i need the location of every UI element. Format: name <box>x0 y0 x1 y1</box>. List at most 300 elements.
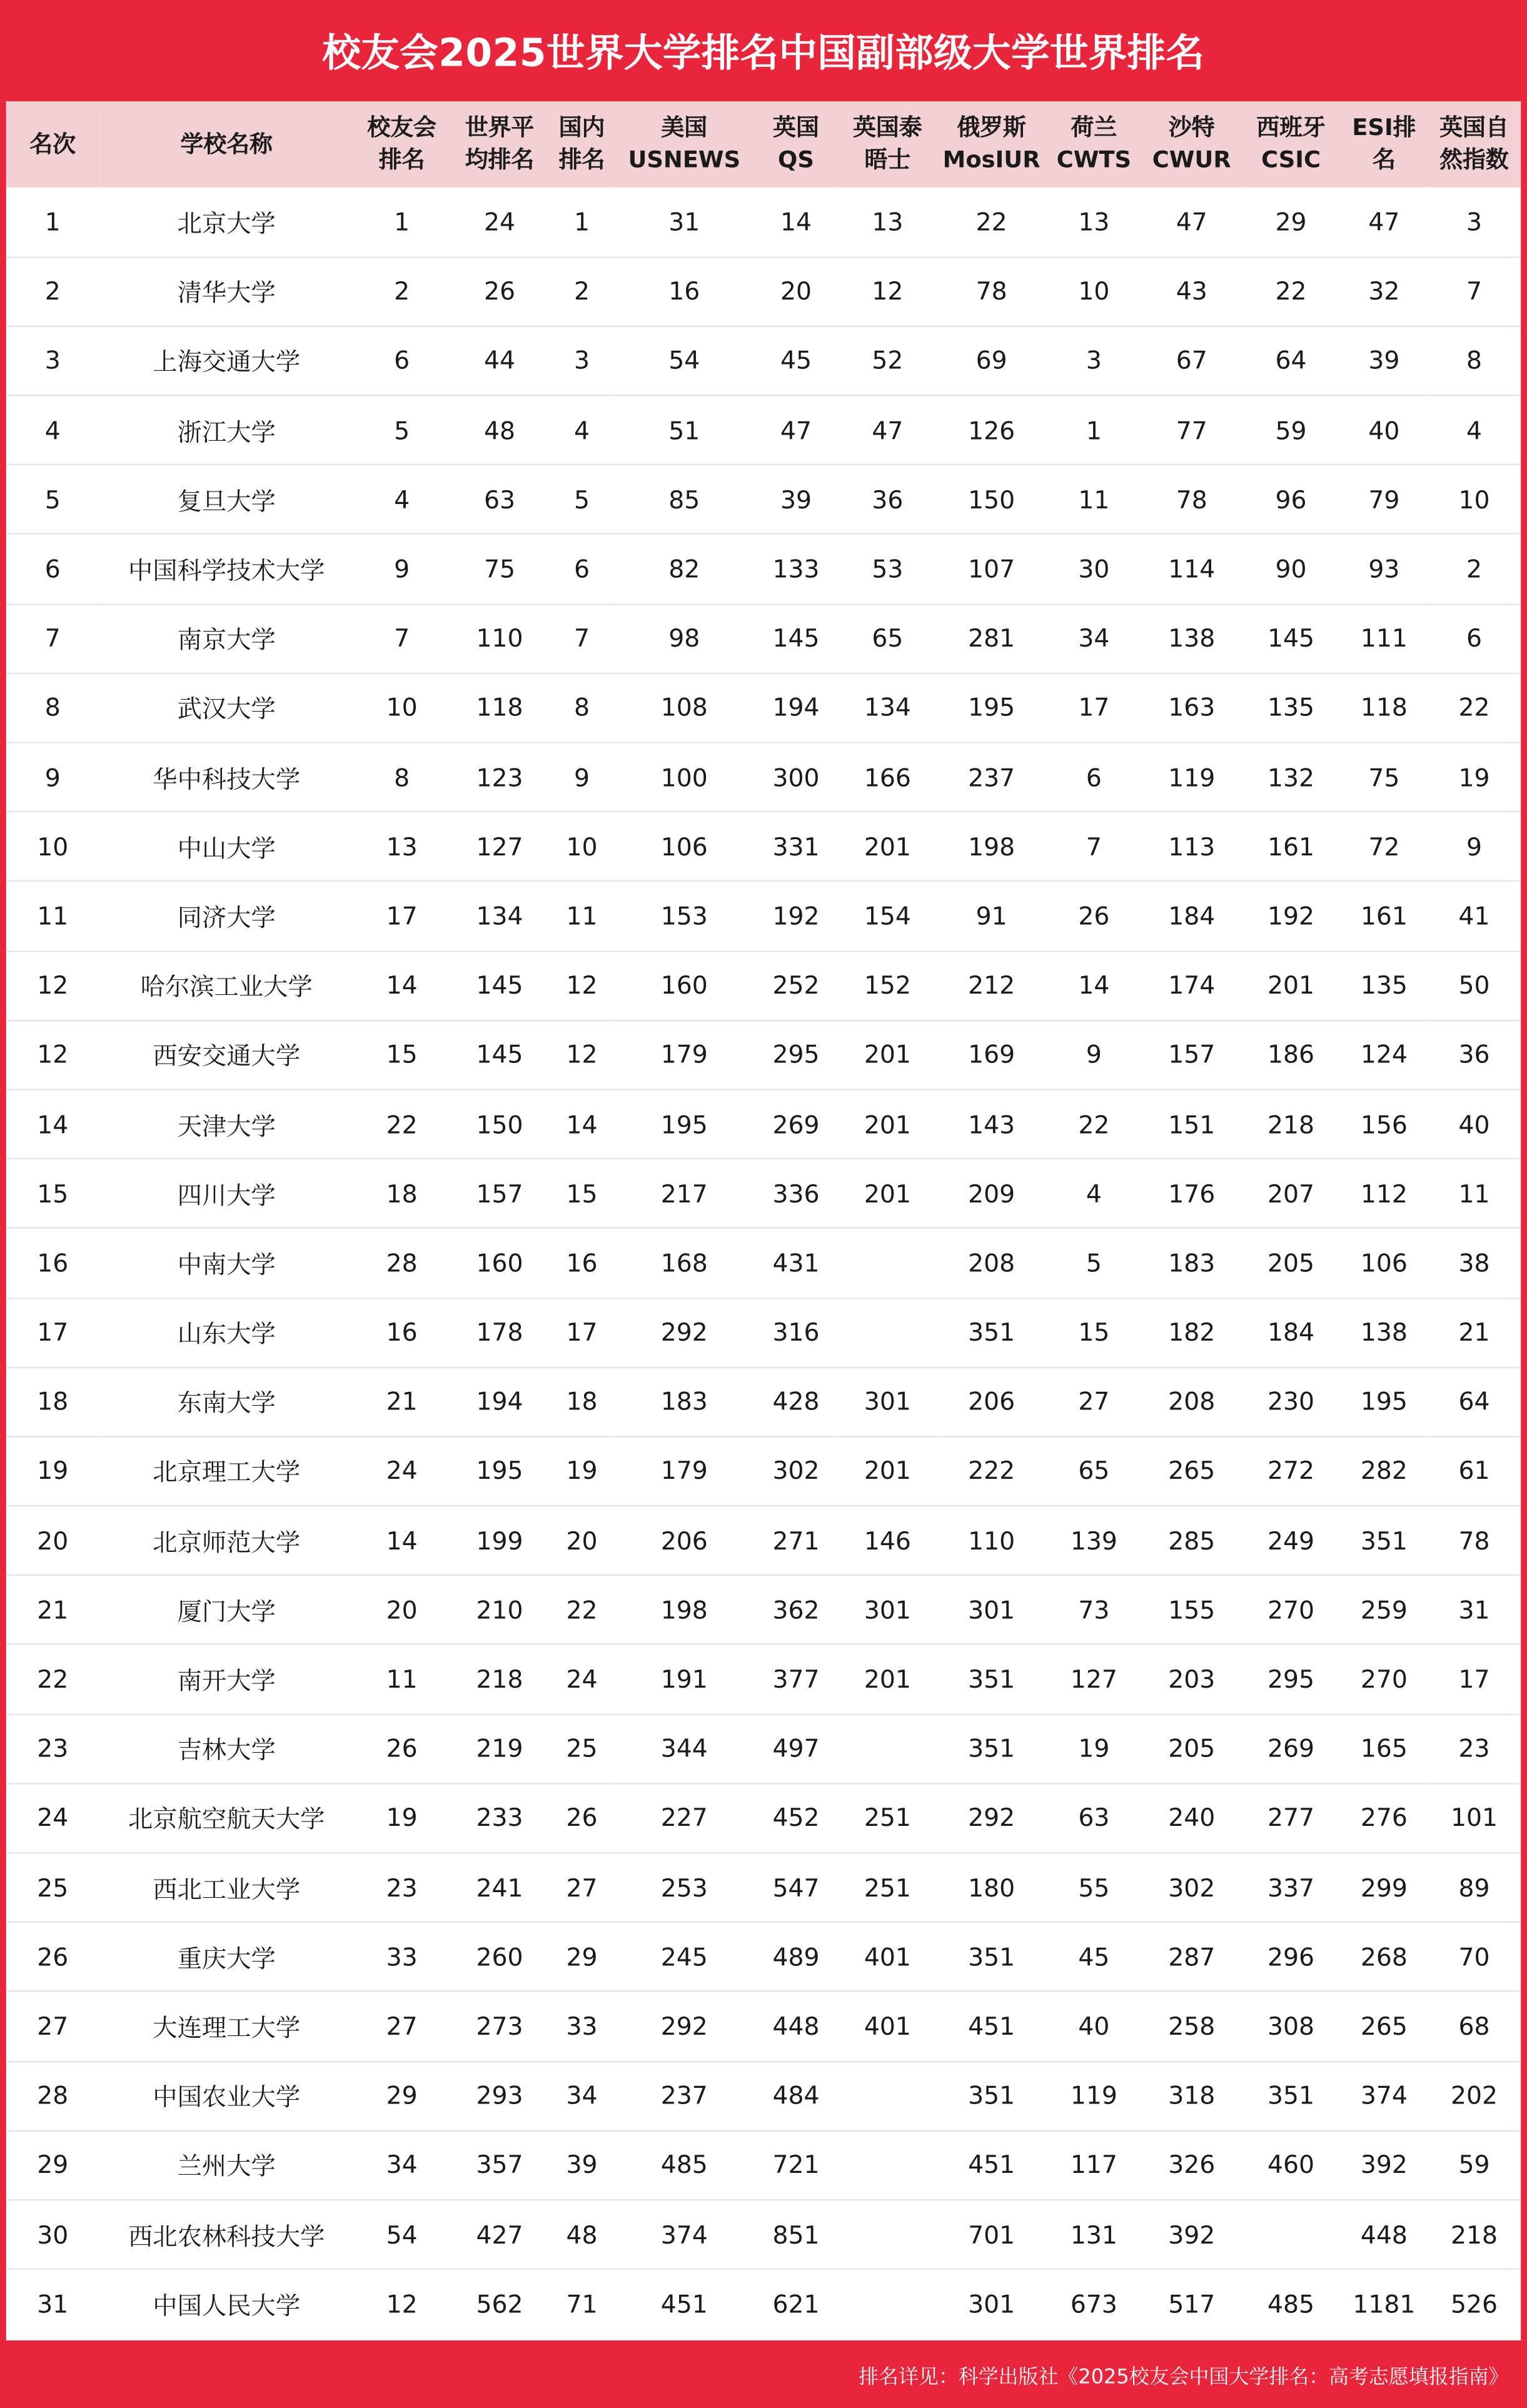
table-cell: 22 <box>354 1089 450 1159</box>
table-cell: 401 <box>838 1992 937 2061</box>
table-cell: 207 <box>1241 1159 1341 1228</box>
rank-cell: 22 <box>6 1645 99 1714</box>
rank-cell: 23 <box>6 1714 99 1783</box>
table-cell: 18 <box>354 1159 450 1228</box>
table-cell: 119 <box>1046 2061 1142 2130</box>
rank-cell: 14 <box>6 1089 99 1159</box>
table-cell: 65 <box>1046 1436 1142 1506</box>
university-name-cell: 四川大学 <box>99 1159 354 1228</box>
table-cell: 6 <box>549 535 614 604</box>
table-cell: 295 <box>754 1020 838 1089</box>
table-cell: 8 <box>354 742 450 812</box>
table-row <box>6 188 1521 257</box>
table-cell: 96 <box>1241 465 1341 535</box>
table-cell: 29 <box>1241 188 1341 257</box>
table-cell: 73 <box>1046 1575 1142 1645</box>
table-cell: 2 <box>1428 535 1521 604</box>
table-cell: 14 <box>754 188 838 257</box>
column-header <box>450 101 550 188</box>
rank-cell: 31 <box>37 2289 69 2319</box>
table-cell: 202 <box>1428 2061 1521 2130</box>
table-cell: 111 <box>1341 604 1428 673</box>
table-cell: 61 <box>1428 1436 1521 1506</box>
column-header-line1: 校友会 <box>367 113 436 141</box>
rank-cell: 8 <box>6 673 99 742</box>
table-cell: 145 <box>450 1020 550 1089</box>
table-cell: 178 <box>450 1297 550 1367</box>
table-cell: 127 <box>1046 1645 1142 1714</box>
table-cell: 36 <box>1428 1020 1521 1089</box>
table-cell: 169 <box>937 1020 1046 1089</box>
table-body <box>6 188 1521 2339</box>
university-name-cell: 中国科学技术大学 <box>99 535 354 604</box>
column-header-line1: 学校名称 <box>180 129 273 158</box>
table-cell: 160 <box>450 1228 550 1297</box>
rank-cell: 2 <box>6 257 99 326</box>
table-cell: 201 <box>838 1089 937 1159</box>
column-header-line1: 沙特 <box>1168 113 1215 141</box>
table-cell: 182 <box>1142 1297 1241 1367</box>
table-cell: 152 <box>838 950 937 1020</box>
table-cell: 209 <box>937 1159 1046 1228</box>
table-cell: 155 <box>1142 1575 1241 1645</box>
table-cell: 431 <box>754 1228 838 1297</box>
table-cell: 45 <box>754 326 838 396</box>
table-cell: 157 <box>450 1159 550 1228</box>
table-row <box>6 1922 1521 1992</box>
table-cell: 201 <box>838 1159 937 1228</box>
table-cell: 123 <box>450 742 550 812</box>
table-cell: 145 <box>1241 604 1341 673</box>
rank-cell: 25 <box>6 1853 99 1922</box>
table-cell: 218 <box>1241 1089 1341 1159</box>
table-cell: 150 <box>450 1089 550 1159</box>
table-cell: 451 <box>937 1992 1046 2061</box>
table-cell: 10 <box>354 673 450 742</box>
column-header-line1: 美国 <box>661 113 708 141</box>
table-cell: 326 <box>1142 2130 1241 2200</box>
table-cell: 165 <box>1341 1714 1428 1783</box>
university-name-cell: 北京师范大学 <box>99 1506 354 1575</box>
rank-cell: 15 <box>6 1159 99 1228</box>
table-cell: 316 <box>754 1297 838 1367</box>
table-cell: 44 <box>450 326 550 396</box>
table-cell: 65 <box>838 604 937 673</box>
table-cell: 3 <box>549 326 614 396</box>
table-cell: 127 <box>450 812 550 881</box>
table-cell: 13 <box>354 812 450 881</box>
column-header-line2: CWTS <box>1056 146 1132 174</box>
rank-cell: 5 <box>6 465 99 535</box>
column-header-line1: 英国自 <box>1439 113 1509 141</box>
table-cell: 16 <box>549 1228 614 1297</box>
table-cell: 344 <box>615 1714 754 1783</box>
table-cell: 29 <box>354 2061 450 2130</box>
table-cell: 448 <box>754 1992 838 2061</box>
table-cell: 22 <box>1241 257 1341 326</box>
table-cell: 110 <box>937 1506 1046 1575</box>
table-cell: 269 <box>1241 1714 1341 1783</box>
table-cell: 1 <box>549 188 614 257</box>
table-cell: 28 <box>354 1228 450 1297</box>
table-cell: 252 <box>754 950 838 1020</box>
university-name-cell: 大连理工大学 <box>99 1992 354 2061</box>
table-cell: 19 <box>354 1783 450 1853</box>
table-cell: 34 <box>354 2130 450 2200</box>
column-header-line2: CWUR <box>1152 146 1231 174</box>
rank-cell: 29 <box>6 2130 99 2200</box>
table-row <box>6 1297 1521 1367</box>
table-cell: 287 <box>1142 1922 1241 1992</box>
table-cell: 21 <box>1428 1297 1521 1367</box>
table-cell <box>838 2269 937 2339</box>
table-cell: 15 <box>549 1159 614 1228</box>
table-cell: 22 <box>937 188 1046 257</box>
table-cell: 195 <box>937 673 1046 742</box>
table-cell: 124 <box>1341 1020 1428 1089</box>
column-header-line1: 英国 <box>773 113 819 141</box>
table-cell: 39 <box>754 465 838 535</box>
table-cell: 292 <box>615 1297 754 1367</box>
table-row <box>6 1506 1521 1575</box>
table-cell: 14 <box>549 1089 614 1159</box>
table-cell: 163 <box>1142 673 1241 742</box>
table-cell: 26 <box>1046 881 1142 950</box>
table-cell: 194 <box>450 1367 550 1436</box>
table-cell: 14 <box>354 950 450 1020</box>
table-cell: 2 <box>549 257 614 326</box>
table-cell: 82 <box>615 535 754 604</box>
table-row <box>6 2130 1521 2200</box>
university-name-cell: 中国人民大学 <box>153 2291 301 2320</box>
table-cell: 33 <box>354 1922 450 1992</box>
table-cell: 301 <box>968 2289 1015 2319</box>
table-cell: 2 <box>354 257 450 326</box>
table-cell: 145 <box>754 604 838 673</box>
university-name-cell: 北京理工大学 <box>99 1436 354 1506</box>
table-cell: 17 <box>549 1297 614 1367</box>
table-cell: 41 <box>1428 881 1521 950</box>
table-cell: 195 <box>615 1089 754 1159</box>
table-cell: 276 <box>1341 1783 1428 1853</box>
rank-cell: 24 <box>6 1783 99 1853</box>
table-cell: 10 <box>1046 257 1142 326</box>
table-cell: 126 <box>937 396 1046 465</box>
table-cell: 139 <box>1046 1506 1142 1575</box>
table-cell: 198 <box>937 812 1046 881</box>
table-cell: 1 <box>1046 396 1142 465</box>
table-cell: 34 <box>549 2061 614 2130</box>
column-header <box>937 101 1046 188</box>
table-cell: 195 <box>450 1436 550 1506</box>
table-cell: 8 <box>549 673 614 742</box>
table-cell: 24 <box>549 1645 614 1714</box>
table-cell: 176 <box>1142 1159 1241 1228</box>
table-cell: 145 <box>450 950 550 1020</box>
table-cell: 100 <box>615 742 754 812</box>
table-cell: 13 <box>1046 188 1142 257</box>
table-cell: 166 <box>838 742 937 812</box>
table-cell: 331 <box>754 812 838 881</box>
table-cell: 1181 <box>1353 2289 1416 2319</box>
table-cell: 64 <box>1428 1367 1521 1436</box>
table-cell: 59 <box>1428 2130 1521 2200</box>
rank-cell: 28 <box>6 2061 99 2130</box>
table-cell: 184 <box>1142 881 1241 950</box>
table-cell: 117 <box>1046 2130 1142 2200</box>
table-cell: 277 <box>1241 1783 1341 1853</box>
university-name-cell: 山东大学 <box>99 1297 354 1367</box>
university-name-cell: 上海交通大学 <box>99 326 354 396</box>
rank-cell: 6 <box>6 535 99 604</box>
university-name-cell: 西北农林科技大学 <box>99 2200 354 2269</box>
table-row <box>6 535 1521 604</box>
table-cell: 22 <box>1046 1089 1142 1159</box>
table-cell: 183 <box>1142 1228 1241 1297</box>
table-cell: 351 <box>937 2061 1046 2130</box>
table-cell: 78 <box>1142 465 1241 535</box>
rank-cell: 3 <box>6 326 99 396</box>
table-cell: 218 <box>450 1645 550 1714</box>
table-cell: 208 <box>1142 1367 1241 1436</box>
column-header-line1: 英国泰 <box>853 113 922 141</box>
table-cell: 26 <box>549 1783 614 1853</box>
table-row <box>6 1783 1521 1853</box>
table-cell: 63 <box>450 465 550 535</box>
table-cell: 15 <box>1046 1297 1142 1367</box>
table-cell: 7 <box>549 604 614 673</box>
column-header-line2: CSIC <box>1261 146 1321 174</box>
university-name-cell: 兰州大学 <box>99 2130 354 2200</box>
table-cell: 47 <box>1341 188 1428 257</box>
table-cell: 45 <box>1046 1922 1142 1992</box>
table-cell: 377 <box>754 1645 838 1714</box>
table-cell: 75 <box>1341 742 1428 812</box>
table-cell: 16 <box>615 257 754 326</box>
table-cell: 301 <box>838 1575 937 1645</box>
table-cell: 460 <box>1241 2130 1341 2200</box>
table-cell: 272 <box>1241 1436 1341 1506</box>
university-name-cell: 中国农业大学 <box>99 2061 354 2130</box>
table-cell: 12 <box>549 1020 614 1089</box>
table-cell: 357 <box>450 2130 550 2200</box>
table-cell: 258 <box>1142 1992 1241 2061</box>
rank-cell: 1 <box>6 188 99 257</box>
table-cell: 302 <box>754 1436 838 1506</box>
table-cell: 20 <box>549 1506 614 1575</box>
table-cell: 113 <box>1142 812 1241 881</box>
table-cell: 101 <box>1428 1783 1521 1853</box>
university-name-cell: 武汉大学 <box>99 673 354 742</box>
table-cell: 217 <box>615 1159 754 1228</box>
header-row <box>6 101 1521 188</box>
table-cell: 489 <box>754 1922 838 1992</box>
table-cell: 265 <box>1341 1992 1428 2061</box>
table-row <box>6 881 1521 950</box>
table-row <box>6 1992 1521 2061</box>
rank-cell: 20 <box>6 1506 99 1575</box>
column-header <box>1428 101 1521 188</box>
table-cell: 19 <box>1428 742 1521 812</box>
table-cell: 16 <box>354 1297 450 1367</box>
table-cell: 13 <box>838 188 937 257</box>
table-cell: 107 <box>937 535 1046 604</box>
rank-cell: 30 <box>6 2200 99 2269</box>
table-row <box>6 1436 1521 1506</box>
table-cell: 7 <box>1428 257 1521 326</box>
table-cell: 50 <box>1428 950 1521 1020</box>
university-name-cell: 北京航空航天大学 <box>99 1783 354 1853</box>
table-cell: 526 <box>1450 2289 1498 2319</box>
table-row <box>6 1367 1521 1436</box>
table-cell: 269 <box>754 1089 838 1159</box>
table-cell: 143 <box>937 1089 1046 1159</box>
table-cell: 24 <box>354 1436 450 1506</box>
table-cell: 22 <box>549 1575 614 1645</box>
table-cell: 301 <box>937 1575 1046 1645</box>
table-cell: 183 <box>615 1367 754 1436</box>
table-cell: 251 <box>838 1853 937 1922</box>
table-cell: 39 <box>1341 326 1428 396</box>
table-cell: 295 <box>1241 1645 1341 1714</box>
table-cell: 851 <box>754 2200 838 2269</box>
column-header-line1: 名次 <box>29 129 76 158</box>
table-cell: 151 <box>1142 1089 1241 1159</box>
column-header <box>1142 101 1241 188</box>
table-cell: 362 <box>754 1575 838 1645</box>
table-cell: 10 <box>1428 465 1521 535</box>
table-cell: 240 <box>1142 1783 1241 1853</box>
table-row <box>6 465 1521 535</box>
table-row <box>6 1020 1521 1089</box>
table-cell: 11 <box>1428 1159 1521 1228</box>
table-cell: 3 <box>1428 188 1521 257</box>
table-cell: 36 <box>838 465 937 535</box>
table-cell: 112 <box>1341 1159 1428 1228</box>
university-name-cell: 南开大学 <box>99 1645 354 1714</box>
table-cell: 260 <box>450 1922 550 1992</box>
table-cell: 448 <box>1341 2200 1428 2269</box>
table-cell: 71 <box>566 2289 598 2319</box>
table-cell: 51 <box>615 396 754 465</box>
university-name-cell: 南京大学 <box>99 604 354 673</box>
rank-cell: 26 <box>6 1922 99 1992</box>
table-cell: 201 <box>838 1645 937 1714</box>
column-header <box>1046 101 1142 188</box>
rank-cell: 21 <box>6 1575 99 1645</box>
table-cell: 230 <box>1241 1367 1341 1436</box>
table-cell: 68 <box>1428 1992 1521 2061</box>
table-cell: 9 <box>1428 812 1521 881</box>
table-cell: 227 <box>615 1783 754 1853</box>
table-cell: 32 <box>1341 257 1428 326</box>
table-cell: 19 <box>549 1436 614 1506</box>
rank-cell: 7 <box>6 604 99 673</box>
table-cell: 12 <box>838 257 937 326</box>
table-cell: 517 <box>1168 2289 1216 2319</box>
column-header-line2: USNEWS <box>628 146 741 174</box>
table-cell: 64 <box>1241 326 1341 396</box>
table-cell: 134 <box>450 881 550 950</box>
university-name-cell: 中山大学 <box>99 812 354 881</box>
table-cell: 251 <box>838 1783 937 1853</box>
table-row <box>6 1853 1521 1922</box>
table-cell: 54 <box>615 326 754 396</box>
table-cell: 5 <box>549 465 614 535</box>
table-cell: 201 <box>1241 950 1341 1020</box>
table-cell: 265 <box>1142 1436 1241 1506</box>
table-cell: 23 <box>1428 1714 1521 1783</box>
table-cell: 133 <box>754 535 838 604</box>
university-name-cell: 哈尔滨工业大学 <box>99 950 354 1020</box>
table-cell: 6 <box>1428 604 1521 673</box>
table-cell: 180 <box>937 1853 1046 1922</box>
table-cell: 7 <box>354 604 450 673</box>
ranking-table <box>6 101 1521 2339</box>
table-row <box>6 950 1521 1020</box>
table-row <box>6 1228 1521 1297</box>
table-cell: 201 <box>838 1436 937 1506</box>
table-cell: 174 <box>1142 950 1241 1020</box>
table-cell: 428 <box>754 1367 838 1436</box>
university-name-cell: 中南大学 <box>99 1228 354 1297</box>
table-cell <box>838 2130 937 2200</box>
footer-source-note: 排名详见：科学出版社《2025校友会中国大学排名：高考志愿填报指南》 <box>0 2340 1527 2408</box>
table-cell: 53 <box>838 535 937 604</box>
table-cell: 20 <box>354 1575 450 1645</box>
table-cell: 69 <box>937 326 1046 396</box>
column-header <box>1241 101 1341 188</box>
table-cell: 63 <box>1046 1783 1142 1853</box>
rank-cell: 19 <box>6 1436 99 1506</box>
table-cell: 192 <box>754 881 838 950</box>
table-cell: 22 <box>1428 673 1521 742</box>
table-cell: 270 <box>1341 1645 1428 1714</box>
column-header <box>615 101 754 188</box>
table-cell: 131 <box>1046 2200 1142 2269</box>
table-cell: 38 <box>1428 1228 1521 1297</box>
table-cell: 26 <box>450 257 550 326</box>
university-name-cell: 同济大学 <box>99 881 354 950</box>
table-cell: 40 <box>1428 1089 1521 1159</box>
column-header <box>354 101 450 188</box>
column-header-line1: 世界平 <box>465 113 535 141</box>
table-cell: 11 <box>549 881 614 950</box>
table-cell: 114 <box>1142 535 1241 604</box>
column-header <box>6 101 99 188</box>
table-cell: 40 <box>1341 396 1428 465</box>
table-cell: 259 <box>1341 1575 1428 1645</box>
table-cell: 12 <box>386 2289 418 2319</box>
table-cell: 52 <box>838 326 937 396</box>
column-header <box>549 101 614 188</box>
table-cell: 562 <box>476 2289 523 2319</box>
table-cell: 11 <box>354 1645 450 1714</box>
table-cell: 48 <box>549 2200 614 2269</box>
table-cell: 43 <box>1142 257 1241 326</box>
table-cell: 484 <box>754 2061 838 2130</box>
university-name-cell: 西北工业大学 <box>99 1853 354 1922</box>
column-header-line1: ESI排 <box>1352 113 1416 141</box>
table-cell: 249 <box>1241 1506 1341 1575</box>
table-cell: 29 <box>549 1922 614 1992</box>
column-header-line2: 排名 <box>378 146 425 174</box>
table-cell: 401 <box>838 1922 937 1992</box>
university-name-cell: 天津大学 <box>99 1089 354 1159</box>
table-cell: 203 <box>1142 1645 1241 1714</box>
university-name-cell: 重庆大学 <box>99 1922 354 1992</box>
university-name-cell: 清华大学 <box>99 257 354 326</box>
